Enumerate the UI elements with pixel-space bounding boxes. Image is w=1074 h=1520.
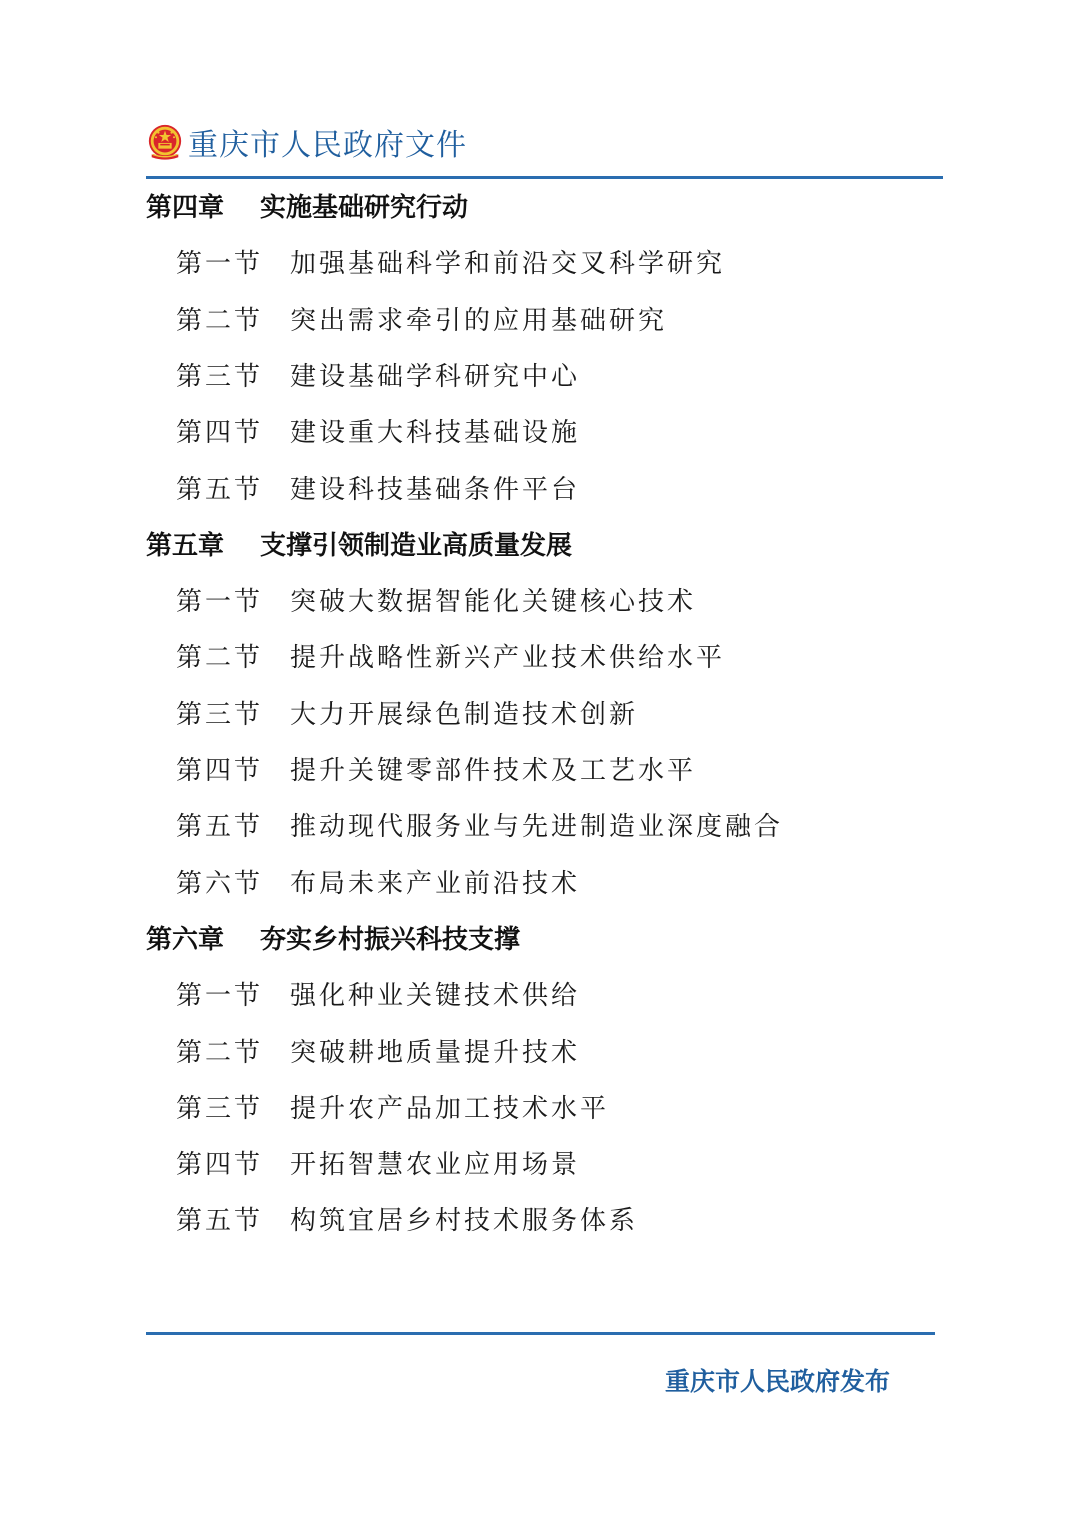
footer-divider <box>146 1332 935 1335</box>
toc-section <box>176 1030 580 1070</box>
toc-section <box>176 804 783 844</box>
toc-section <box>176 410 580 450</box>
section-title: 突破耕地质量提升技术 <box>290 1037 581 1068</box>
national-emblem-icon <box>146 123 184 161</box>
section-title: 开拓智慧农业应用场景 <box>290 1149 581 1180</box>
chapter-number: 第五章 <box>146 530 225 561</box>
section-number: 第二节 <box>176 305 264 336</box>
section-title: 提升关键零部件技术及工艺水平 <box>290 755 697 786</box>
footer-publisher: 重庆市人民政府发布 <box>664 1367 890 1396</box>
section-title: 加强基础科学和前沿交叉科学研究 <box>290 248 726 279</box>
section-title: 建设基础学科研究中心 <box>290 361 581 392</box>
toc-chapter <box>146 523 572 563</box>
toc-section <box>176 1142 580 1182</box>
section-number: 第五节 <box>176 1205 264 1236</box>
section-title: 建设重大科技基础设施 <box>290 417 581 448</box>
section-number: 第二节 <box>176 642 264 673</box>
chapter-title: 实施基础研究行动 <box>260 192 469 223</box>
toc-section <box>176 635 725 675</box>
toc-section <box>176 973 580 1013</box>
section-number: 第五节 <box>176 811 264 842</box>
document-header <box>146 120 467 164</box>
section-title: 大力开展绿色制造技术创新 <box>290 699 639 730</box>
toc-section <box>176 861 580 901</box>
section-number: 第二节 <box>176 1037 264 1068</box>
section-number: 第一节 <box>176 586 264 617</box>
toc-section <box>176 1086 609 1126</box>
section-title: 提升农产品加工技术水平 <box>290 1093 610 1124</box>
toc-section <box>176 354 580 394</box>
toc-section <box>176 298 667 338</box>
section-title: 布局未来产业前沿技术 <box>290 868 581 899</box>
section-title: 建设科技基础条件平台 <box>290 474 581 505</box>
document-issuer-title: 重庆市人民政府文件 <box>188 128 467 163</box>
toc-section <box>176 692 638 732</box>
section-number: 第五节 <box>176 474 264 505</box>
section-title: 提升战略性新兴产业技术供给水平 <box>290 642 726 673</box>
toc-section <box>176 748 696 788</box>
section-title: 突出需求牵引的应用基础研究 <box>290 305 668 336</box>
toc-chapter <box>146 185 468 225</box>
section-title: 强化种业关键技术供给 <box>290 980 581 1011</box>
chapter-number: 第四章 <box>146 192 225 223</box>
section-number: 第一节 <box>176 980 264 1011</box>
section-number: 第六节 <box>176 868 264 899</box>
section-number: 第四节 <box>176 417 264 448</box>
section-number: 第三节 <box>176 361 264 392</box>
toc-section <box>176 467 580 507</box>
section-title: 构筑宜居乡村技术服务体系 <box>290 1205 639 1236</box>
section-number: 第三节 <box>176 699 264 730</box>
section-title: 突破大数据智能化关键核心技术 <box>290 586 697 617</box>
chapter-title: 支撑引领制造业高质量发展 <box>260 530 573 561</box>
header-divider <box>146 176 943 179</box>
chapter-number: 第六章 <box>146 924 225 955</box>
toc-section <box>176 1198 638 1238</box>
toc-chapter <box>146 917 520 957</box>
section-number: 第一节 <box>176 248 264 279</box>
section-number: 第四节 <box>176 1149 264 1180</box>
section-number: 第三节 <box>176 1093 264 1124</box>
chapter-title: 夯实乡村振兴科技支撑 <box>260 924 521 955</box>
toc-section <box>176 579 696 619</box>
toc-section <box>176 241 725 281</box>
section-number: 第四节 <box>176 755 264 786</box>
section-title: 推动现代服务业与先进制造业深度融合 <box>290 811 784 842</box>
